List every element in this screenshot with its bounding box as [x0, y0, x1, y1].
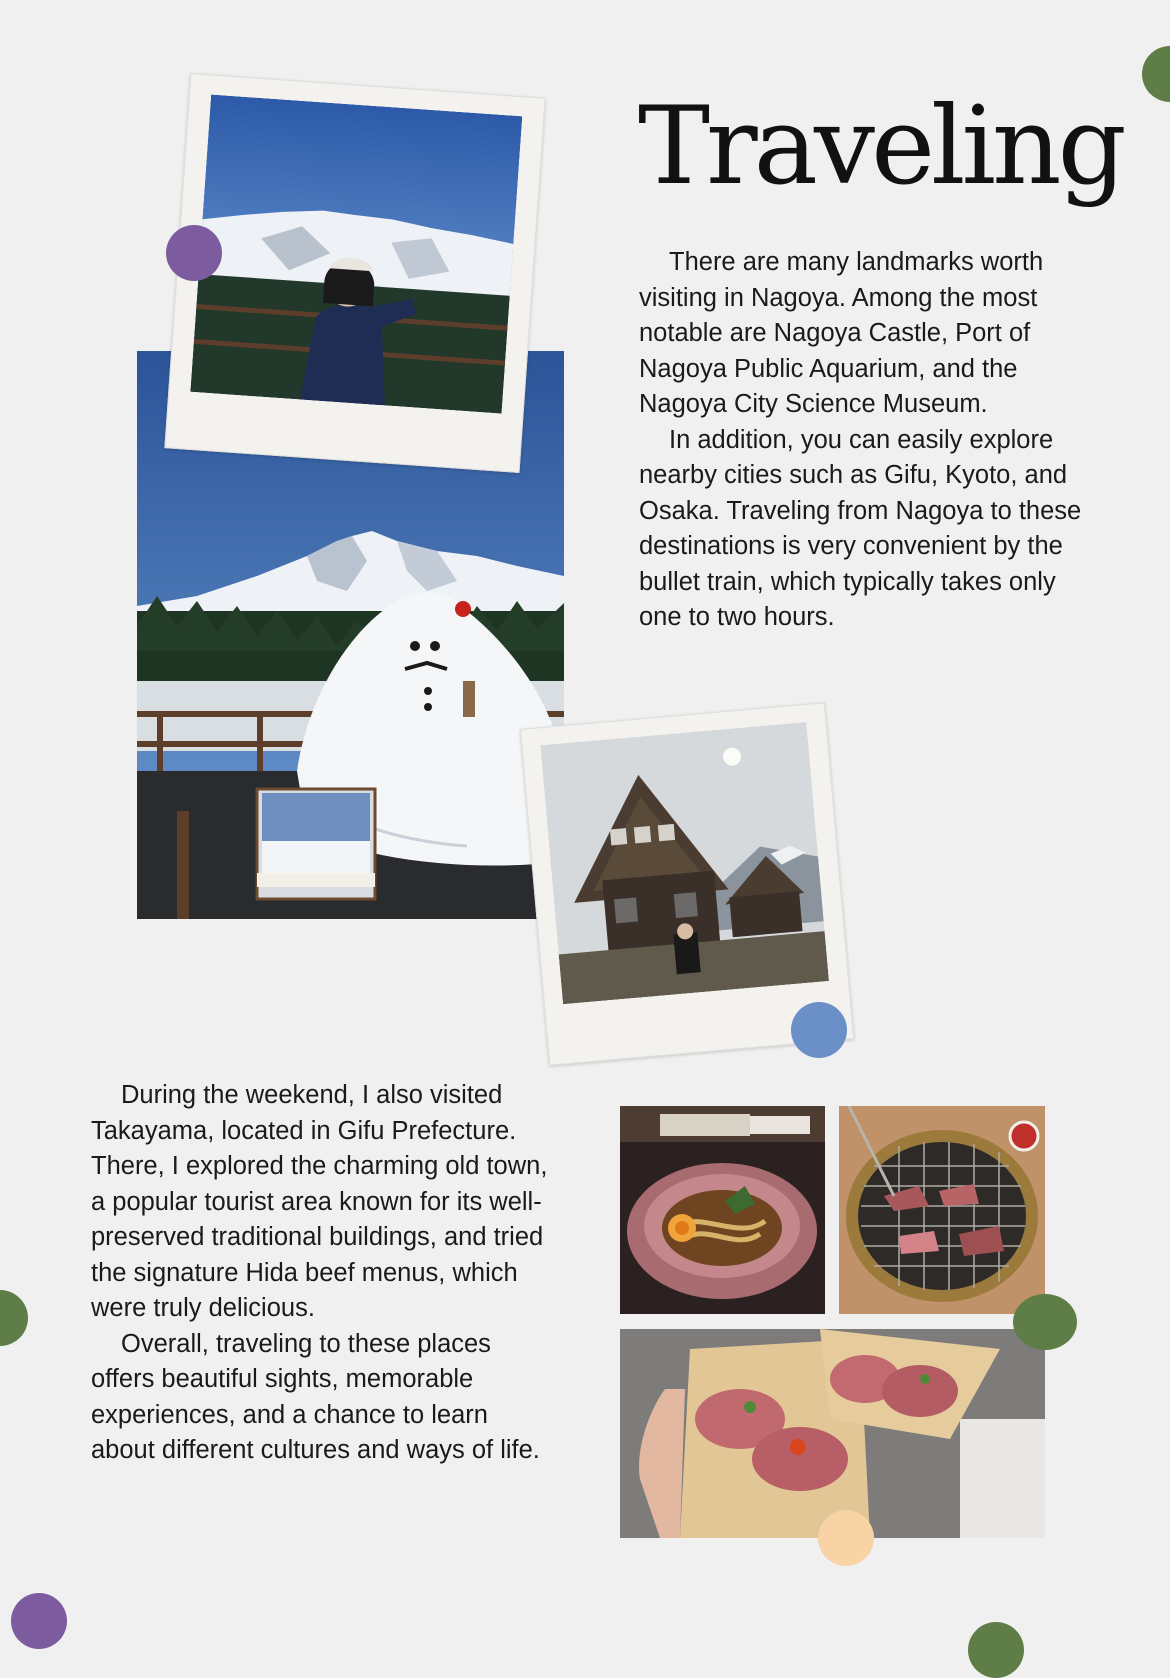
page-title: Traveling — [638, 84, 1123, 209]
outro-text — [91, 1078, 553, 1469]
blue-dot — [791, 1002, 847, 1058]
beef-sushi-photo — [620, 1329, 1045, 1538]
purple-dot-top-left — [166, 225, 222, 281]
ramen-photo — [620, 1106, 825, 1314]
green-dot-left — [0, 1290, 28, 1346]
outro-paragraph-2: Overall, traveling to these places offers beautiful sights, memorable experiences, and a chance to learn about different cultures and ways of life. — [91, 1329, 540, 1464]
green-dot-bottom-right — [968, 1622, 1024, 1678]
gassho-house-photo — [540, 722, 829, 1004]
green-dot-food — [1013, 1294, 1077, 1350]
outro-paragraph-1: During the weekend, I also visited Takayama, located in Gifu Prefecture. There, I explored the charming old town, a popular tourist area known for its well-preserved traditional buildings, and tried the signature Hida beef menus, which were truly delicious. — [91, 1081, 548, 1322]
mountain-selfie-photo — [190, 95, 522, 414]
intro-paragraph-1: There are many landmarks worth visiting in Nagoya. Among the most notable are Nagoya Castle, Port of Nagoya Public Aquarium, and the Nagoya City Science Museum. — [639, 248, 1044, 418]
mountain-selfie-polaroid — [164, 73, 545, 473]
peach-dot — [818, 1510, 874, 1566]
green-dot-top-right — [1142, 46, 1170, 102]
intro-text — [639, 245, 1089, 636]
purple-dot-bottom-left — [11, 1593, 67, 1649]
yakiniku-grill-photo — [839, 1106, 1045, 1314]
intro-paragraph-2: In addition, you can easily explore nearby cities such as Gifu, Kyoto, and Osaka. Traveling from Nagoya to these destinations is very convenient by the bullet train, which typically takes only one to two hours. — [639, 425, 1082, 631]
